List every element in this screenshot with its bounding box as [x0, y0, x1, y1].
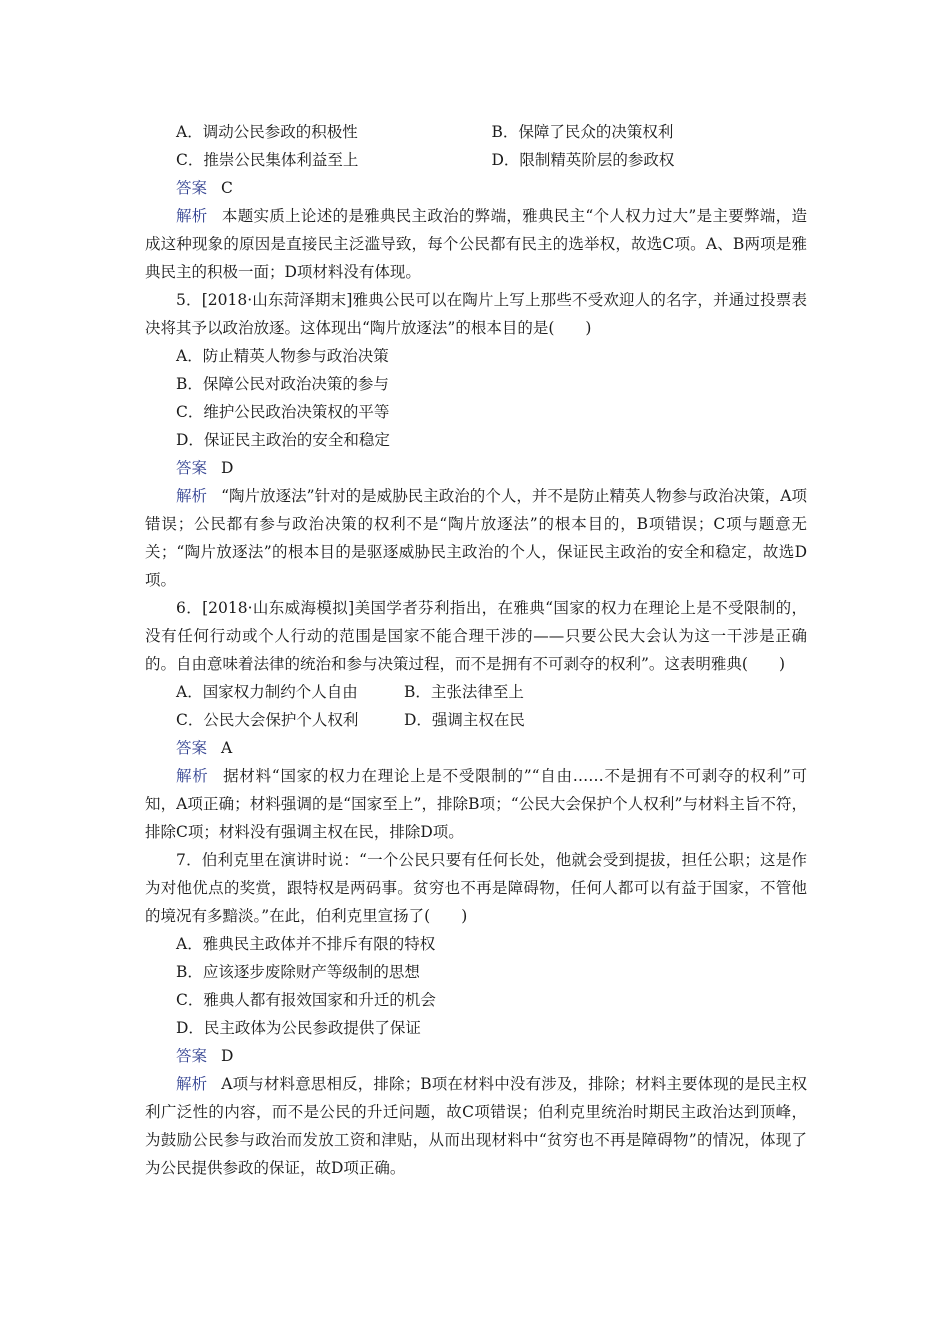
answer-value: D — [221, 1047, 234, 1065]
q4-option-a: A．调动公民参政的积极性 — [176, 123, 358, 141]
q5-option-b: B．保障公民对政治决策的参与 — [176, 375, 389, 393]
q4-answer — [145, 174, 807, 202]
explanation-label: 解析 — [176, 1075, 208, 1093]
q5-option-a: A．防止精英人物参与政治决策 — [176, 347, 389, 365]
answer-label: 答案 — [176, 739, 208, 757]
explanation-text: A项与材料意思相反，排除；B项在材料中没有涉及，排除；材料主要体现的是民主权利广泛性的内容，而不是公民的升迁问题，故C项错误；伯利克里统治时期民主政治达到顶峰，为鼓励公民参与政治而发放工资和津贴，从而出现材料中“贫穷也不再是障碍物”的情况，体现了为公民提供参政的保证，故D项正确。 — [145, 1075, 807, 1177]
q6-option-b: B．主张法律至上 — [404, 683, 524, 701]
q5-option-d: D．保证民主政治的安全和稳定 — [176, 431, 390, 449]
q6-option-c: C．公民大会保护个人权利 — [176, 711, 359, 729]
q4-option-c: C．推崇公民集体利益至上 — [176, 151, 359, 169]
q7-option-d: D．民主政体为公民参政提供了保证 — [176, 1019, 421, 1037]
q7-stem: 7．伯利克里在演讲时说：“一个公民只要有任何长处，他就会受到提拔，担任公职；这是作为对他优点的奖赏，跟特权是两码事。贫穷也不再是障碍物，任何人都可以有益于国家，不管他的境况有多黯淡。”在此，伯利克里宣扬了( ) — [145, 851, 807, 925]
q4-explanation — [145, 202, 807, 286]
q6-option-a: A．国家权力制约个人自由 — [176, 683, 358, 701]
answer-label: 答案 — [176, 179, 208, 197]
q6-answer — [145, 734, 807, 762]
explanation-text: 本题实质上论述的是雅典民主政治的弊端，雅典民主“个人权力过大”是主要弊端，造成这种现象的原因是直接民主泛滥导致，每个公民都有民主的选举权，故选C项。A、B两项是雅典民主的积极一面；D项材料没有体现。 — [145, 207, 807, 281]
q5-explanation — [145, 482, 807, 594]
answer-value: A — [221, 739, 233, 757]
q4-option-d: D．限制精英阶层的参政权 — [491, 151, 675, 169]
document-page — [145, 118, 807, 1182]
q7-explanation — [145, 1070, 807, 1182]
q6-explanation — [145, 762, 807, 846]
q5-stem: 5．[2018·山东菏泽期末]雅典公民可以在陶片上写上那些不受欢迎人的名字，并通过投票表决将其予以政治放逐。这体现出“陶片放逐法”的根本目的是( ) — [145, 291, 807, 337]
explanation-label: 解析 — [176, 207, 208, 225]
explanation-text: “陶片放逐法”针对的是威胁民主政治的个人，并不是防止精英人物参与政治决策，A项错误；公民都有参与政治决策的权利不是“陶片放逐法”的根本目的，B项错误；C项与题意无关；“陶片放逐法”的根本目的是驱逐威胁民主政治的个人，保证民主政治的安全和稳定，故选D项。 — [145, 487, 807, 589]
answer-value: C — [221, 179, 233, 197]
q4-options-row-1 — [145, 118, 807, 146]
q7-answer — [145, 1042, 807, 1070]
q4-options-row-2 — [145, 146, 807, 174]
q7-option-c: C．雅典人都有报效国家和升迁的机会 — [176, 991, 436, 1009]
answer-label: 答案 — [176, 1047, 208, 1065]
q7-option-a: A．雅典民主政体并不排斥有限的特权 — [176, 935, 436, 953]
q6-stem: 6．[2018·山东威海模拟]美国学者芬利指出，在雅典“国家的权力在理论上是不受限制的，没有任何行动或个人行动的范围是国家不能合理干涉的——只要公民大会认为这一干涉是正确的。自由意味着法律的统治和参与决策过程，而不是拥有不可剥夺的权利”。这表明雅典( ) — [145, 599, 807, 673]
q5-option-c: C．维护公民政治决策权的平等 — [176, 403, 390, 421]
answer-value: D — [221, 459, 234, 477]
answer-label: 答案 — [176, 459, 208, 477]
q7-option-b: B．应该逐步废除财产等级制的思想 — [176, 963, 420, 981]
q5-answer — [145, 454, 807, 482]
explanation-label: 解析 — [176, 767, 209, 785]
q6-options-row-2 — [145, 706, 807, 734]
explanation-text: 据材料“国家的权力在理论上是不受限制的”“自由……不是拥有不可剥夺的权利”可知，A项正确；材料强调的是“国家至上”，排除B项；“公民大会保护个人权利”与材料主旨不符，排除C项；材料没有强调主权在民，排除D项。 — [145, 767, 807, 841]
q6-option-d: D．强调主权在民 — [404, 711, 525, 729]
explanation-label: 解析 — [176, 487, 208, 505]
q6-options-row-1 — [145, 678, 807, 706]
q4-option-b: B．保障了民众的决策权利 — [491, 123, 674, 141]
